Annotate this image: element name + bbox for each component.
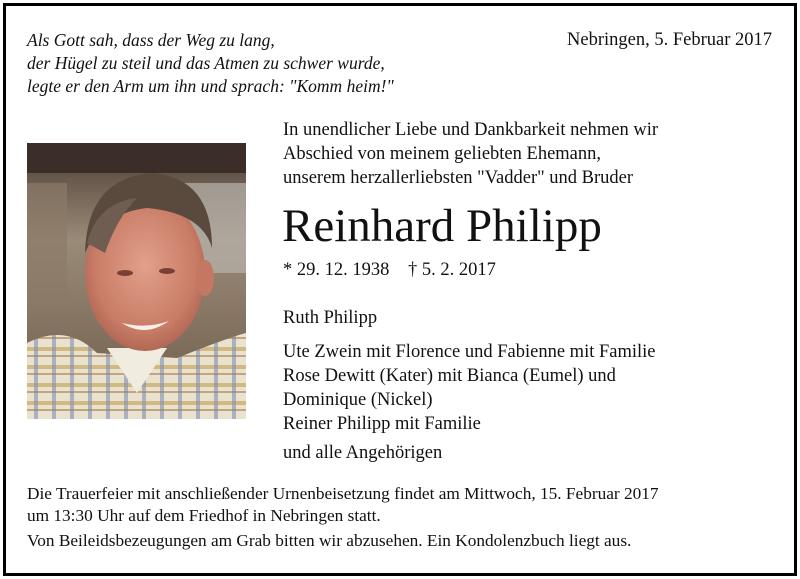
mourner: Ute Zwein mit Florence und Fabienne mit Familie xyxy=(283,342,656,362)
intro-line: unserem herzallerliebsten "Vadder" und Bruder xyxy=(283,168,634,188)
intro-text xyxy=(283,118,658,190)
condolence-note: Von Beileidsbezeugungen am Grab bitten wir abzusehen. Ein Kondolenzbuch liegt aus. xyxy=(27,531,632,550)
mourner: Rose Dewitt (Kater) mit Bianca (Eumel) und xyxy=(283,366,616,386)
intro-line: Abschied von meinem geliebten Ehemann, xyxy=(283,144,602,164)
mourner: Dominique (Nickel) xyxy=(283,390,433,410)
footer-text xyxy=(27,483,659,552)
poem-line: legte er den Arm um ihn und sprach: "Komm heim!" xyxy=(27,76,394,96)
place-date: Nebringen, 5. Februar 2017 xyxy=(567,30,772,50)
closing-line: und alle Angehörigen xyxy=(283,443,443,463)
mourner: Ruth Philipp xyxy=(283,308,378,328)
intro-line: In unendlicher Liebe und Dankbarkeit nehmen wir xyxy=(283,120,659,140)
mourner: Reiner Philipp mit Familie xyxy=(283,414,481,434)
poem-line: der Hügel zu steil und das Atmen zu schwer wurde, xyxy=(27,53,385,73)
poem xyxy=(27,29,394,98)
mourners-list xyxy=(283,306,656,465)
ceremony-line: Die Trauerfeier mit anschließender Urnenbeisetzung findet am Mittwoch, 15. Februar 2017 xyxy=(27,484,659,503)
death-date: † 5. 2. 2017 xyxy=(408,260,496,280)
portrait-photo xyxy=(27,143,246,419)
portrait-image xyxy=(27,143,246,419)
ceremony-line: um 13:30 Uhr auf dem Friedhof in Nebringen statt. xyxy=(27,505,381,525)
deceased-name: Reinhard Philipp xyxy=(282,200,602,252)
poem-line: Als Gott sah, dass der Weg zu lang, xyxy=(27,30,275,50)
birth-date: * 29. 12. 1938 xyxy=(283,260,390,280)
life-dates xyxy=(283,260,496,281)
